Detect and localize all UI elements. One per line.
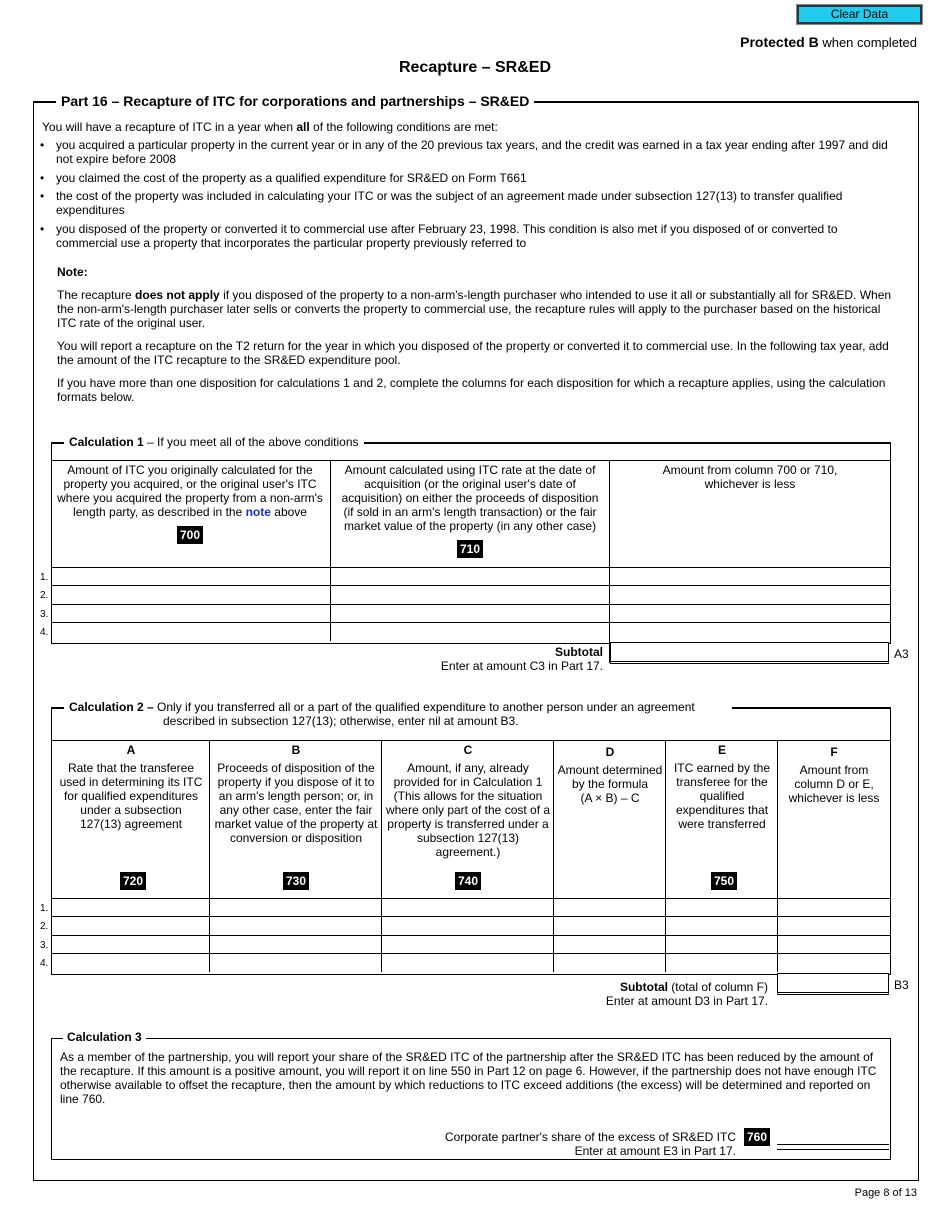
calc1-col3-header: Amount from column 700 or 710, whichever is less <box>662 463 838 491</box>
note-paragraph-2: You will report a recapture on the T2 return for the year in which you disposed of the property or converted it to commercial use. In the following tax year, add the amount of the ITC recapture to the SR&ED expenditure pool. <box>57 339 889 367</box>
col-c-letter: C <box>463 743 473 757</box>
col-e-text: ITC earned by the transferee for the qualified expenditures that were transferred <box>673 761 771 831</box>
calc2-row1-col-b-input[interactable] <box>210 899 381 916</box>
calc2-enter-note: Enter at amount D3 in Part 17. <box>605 994 768 1008</box>
calc2-row1-col-f-input[interactable] <box>778 899 889 916</box>
intro-post: of the following conditions are met: <box>309 120 498 134</box>
col-e-letter: E <box>717 743 726 757</box>
condition-bullet <box>40 189 900 217</box>
col-d-formula: (A × B) – C <box>580 791 640 805</box>
calc3-share-input[interactable] <box>777 1127 889 1144</box>
calc1-row-number: 3. <box>40 609 49 620</box>
line-700-code: 700 <box>177 526 203 544</box>
calc2-col-f-header <box>780 745 888 805</box>
calc2-row2-col-e-input[interactable] <box>666 917 777 934</box>
calc3-share-underline <box>777 1144 889 1150</box>
note1-bold: does not apply <box>135 288 220 302</box>
bullet-text: you claimed the cost of the property as a qualified expenditure for SR&ED on Form T661 <box>56 171 527 185</box>
page-title: Recapture – SR&ED <box>398 59 552 76</box>
calc2-legend-bold: Calculation 2 – <box>69 700 154 714</box>
clear-data-button[interactable]: Clear Data <box>797 5 922 24</box>
note-heading: Note: <box>57 265 88 279</box>
line-720-code-wrap <box>120 872 146 890</box>
col-b-letter: B <box>291 743 301 757</box>
calc3-share-label: Corporate partner's share of the excess of SR&ED ITC <box>444 1130 736 1144</box>
line-710-code: 710 <box>457 540 483 558</box>
condition-bullet <box>40 171 900 185</box>
calc1-legend <box>64 435 364 449</box>
col-d-text: Amount determined by the formula <box>557 763 663 791</box>
calc2-row3-col-e-input[interactable] <box>666 936 777 953</box>
calc2-row3-col-f-input[interactable] <box>778 936 889 953</box>
line-750-code-wrap <box>711 872 737 890</box>
calc1-row1-result-input[interactable] <box>610 568 889 585</box>
col-a-text: Rate that the transferee used in determining its ITC for qualified expenditures under a subsection 127(13) agreement <box>59 761 203 831</box>
calc2-row-number: 2. <box>40 921 49 932</box>
protected-label <box>740 34 917 50</box>
calc1-col2-header <box>335 463 605 558</box>
calc2-line-ref: B3 <box>894 978 909 992</box>
calc2-col-e-header <box>668 743 776 831</box>
intro-pre: You will have a recapture of ITC in a year when <box>42 120 297 134</box>
calc1-col2-text: Amount calculated using ITC rate at the date of acquisition (or the original user's date of acquisition) on either the proceeds of disposition (if sold in an arm's length transaction) or the fair market value of the property (in any other case) <box>341 463 599 533</box>
calc2-col-b-header <box>212 743 380 845</box>
calc1-row-number: 2. <box>40 590 49 601</box>
calc2-subtotal-bold: Subtotal <box>619 980 668 994</box>
calc3-legend: Calculation 3 <box>63 1030 146 1044</box>
line-760-code-wrap <box>744 1128 770 1146</box>
calc1-enter-note: Enter at amount C3 in Part 17. <box>440 659 603 673</box>
intro-bold: all <box>296 120 310 134</box>
calc1-row4-result-input[interactable] <box>610 623 889 640</box>
calc2-row2-col-f-input[interactable] <box>778 917 889 934</box>
calc2-row2-col-a-input[interactable] <box>52 917 209 934</box>
calc2-row4-col-e-input[interactable] <box>666 954 777 971</box>
line-730-code: 730 <box>283 872 309 890</box>
calc1-subtotal-input[interactable] <box>611 643 888 661</box>
calc2-row1-col-c-input[interactable] <box>382 899 553 916</box>
calc1-line-ref: A3 <box>894 647 909 661</box>
calc1-row2-col700-input[interactable] <box>52 586 330 603</box>
note1-post: if you disposed of the property to a non-arm's-length purchaser who intended to use it all or substantially all for SR&ED. When the non-arm's-length purchaser later sells or converts the property to commercial use, the recapture rules will apply to the purchaser based on the historical ITC rate of the original user. <box>57 288 892 330</box>
calc1-row2-result-input[interactable] <box>610 586 889 603</box>
calc2-subtotal-rest: (total of column F) <box>667 980 768 994</box>
protected-bold: Protected B <box>740 34 819 50</box>
calc1-row-number: 4. <box>40 627 49 638</box>
calc2-row4-col-c-input[interactable] <box>382 954 553 971</box>
col-d-letter: D <box>605 745 615 759</box>
calc1-legend-rest: – If you meet all of the above conditions <box>143 435 359 449</box>
calc1-row4-col710-input[interactable] <box>331 623 609 640</box>
calc1-row1-col700-input[interactable] <box>52 568 330 585</box>
calc2-row2-col-d-input[interactable] <box>554 917 665 934</box>
calc2-subtotal-input[interactable] <box>778 974 888 992</box>
note-paragraph-1 <box>57 288 897 330</box>
calc2-legend-line2: described in subsection 127(13); otherwise, enter nil at amount B3. <box>163 714 519 728</box>
calc2-legend <box>64 700 732 714</box>
bullet-dot: • <box>40 189 45 203</box>
part16-intro <box>42 120 902 134</box>
calc2-row2-col-b-input[interactable] <box>210 917 381 934</box>
calc1-subtotal-label: Subtotal <box>555 645 603 659</box>
part16-legend: Part 16 – Recapture of ITC for corporations and partnerships – SR&ED <box>56 93 534 109</box>
calc1-row4-col700-input[interactable] <box>52 623 330 640</box>
line-760-code: 760 <box>744 1128 770 1146</box>
calc1-row3-col700-input[interactable] <box>52 605 330 622</box>
calc2-row4-col-b-input[interactable] <box>210 954 381 971</box>
note-paragraph-3: If you have more than one disposition for calculations 1 and 2, complete the columns for each disposition for which a recapture applies, using the calculation formats below. <box>57 376 886 404</box>
calc2-row3-col-d-input[interactable] <box>554 936 665 953</box>
calc2-row-number: 3. <box>40 940 49 951</box>
calc3-enter-note: Enter at amount E3 in Part 17. <box>574 1144 736 1158</box>
calc2-row3-col-c-input[interactable] <box>382 936 553 953</box>
calc2-row-number: 4. <box>40 958 49 969</box>
calc2-col-d-header <box>556 745 664 805</box>
line-750-code: 750 <box>711 872 737 890</box>
calc1-row2-col710-input[interactable] <box>331 586 609 603</box>
calc1-row-number: 1. <box>40 572 49 583</box>
calc2-row4-col-f-input[interactable] <box>778 954 889 971</box>
protected-rest: when completed <box>818 35 917 50</box>
calc1-row3-result-input[interactable] <box>610 605 889 622</box>
calc2-row1-col-a-input[interactable] <box>52 899 209 916</box>
col-a-letter: A <box>126 743 136 757</box>
page-number: Page 8 of 13 <box>854 1187 917 1199</box>
bullet-dot: • <box>40 138 45 152</box>
line-720-code: 720 <box>120 872 146 890</box>
calc2-row3-col-a-input[interactable] <box>52 936 209 953</box>
bullet-dot: • <box>40 222 45 236</box>
col-f-letter: F <box>830 745 838 759</box>
bullet-text: the cost of the property was included in calculating your ITC or was the subject of an agreement made under subsection 127(13) to transfer qualified expenditures <box>56 189 843 217</box>
calc2-row1-col-e-input[interactable] <box>666 899 777 916</box>
calc2-row-number: 1. <box>40 903 49 914</box>
bullet-text: you acquired a particular property in the current year or in any of the 20 previous tax years, and the credit was earned in a tax year ending after 1997 and did not expire before 2008 <box>56 138 888 166</box>
calc2-row2-col-c-input[interactable] <box>382 917 553 934</box>
bullet-text: you disposed of the property or converted it to commercial use after February 23, 1998. This condition is also met if you disposed of or converted to commercial use a property that incorporates the particular property previously referred to <box>56 222 838 250</box>
col-c-text: Amount, if any, already provided for in Calculation 1 (This allows for the situation where only part of the cost of a property is transferred under a subsection 127(13) agreement.) <box>385 761 551 859</box>
calc3-paragraph: As a member of the partnership, you will report your share of the SR&ED ITC of the partnership after the SR&ED ITC has been reduced by the amount of the recapture. If this amount is a positive amount, you will report it on line 550 in Part 12 on page 6. However, if the partnership does not have enough ITC otherwise available to offset the recapture, then the amount by which reductions to ITC exceed additions (the excess) will be determined and reported on line 760. <box>60 1050 877 1106</box>
calc2-col-a-header <box>58 743 204 831</box>
condition-bullet <box>40 222 900 250</box>
col-f-text: Amount from column D or E, whichever is less <box>788 763 880 805</box>
note-link[interactable]: note <box>245 505 271 519</box>
bullet-dot: • <box>40 171 45 185</box>
calc2-legend-rest: Only if you transferred all or a part of the qualified expenditure to another person under an agreement <box>153 700 695 714</box>
calc2-row1-col-d-input[interactable] <box>554 899 665 916</box>
calc2-col-c-header <box>385 743 551 859</box>
calc1-col1-after: above <box>270 505 307 519</box>
calc2-row4-col-a-input[interactable] <box>52 954 209 971</box>
calc2-row4-col-d-input[interactable] <box>554 954 665 971</box>
line-740-code-wrap <box>455 872 481 890</box>
calc1-header-top-line <box>51 460 890 461</box>
line-740-code: 740 <box>455 872 481 890</box>
calc2-subtotal-label <box>520 980 768 994</box>
col-b-text: Proceeds of disposition of the property if you dispose of it to an arm's length person; or, in any other case, enter the fair market value of the property at conversion or disposition <box>214 761 378 845</box>
calc1-row3-col710-input[interactable] <box>331 605 609 622</box>
condition-bullet <box>40 138 900 166</box>
line-730-code-wrap <box>283 872 309 890</box>
calc1-legend-bold: Calculation 1 <box>69 435 144 449</box>
calc1-row1-col710-input[interactable] <box>331 568 609 585</box>
calc2-row3-col-b-input[interactable] <box>210 936 381 953</box>
calc1-col1-header <box>56 463 324 544</box>
note1-pre: The recapture <box>57 288 136 302</box>
calc1-col1-text: Amount of ITC you originally calculated for the property you acquired, or the original user's ITC where you acquired the property from a non-arm's length party, as described in the <box>57 463 323 519</box>
calc2-header-top-line <box>51 740 890 741</box>
